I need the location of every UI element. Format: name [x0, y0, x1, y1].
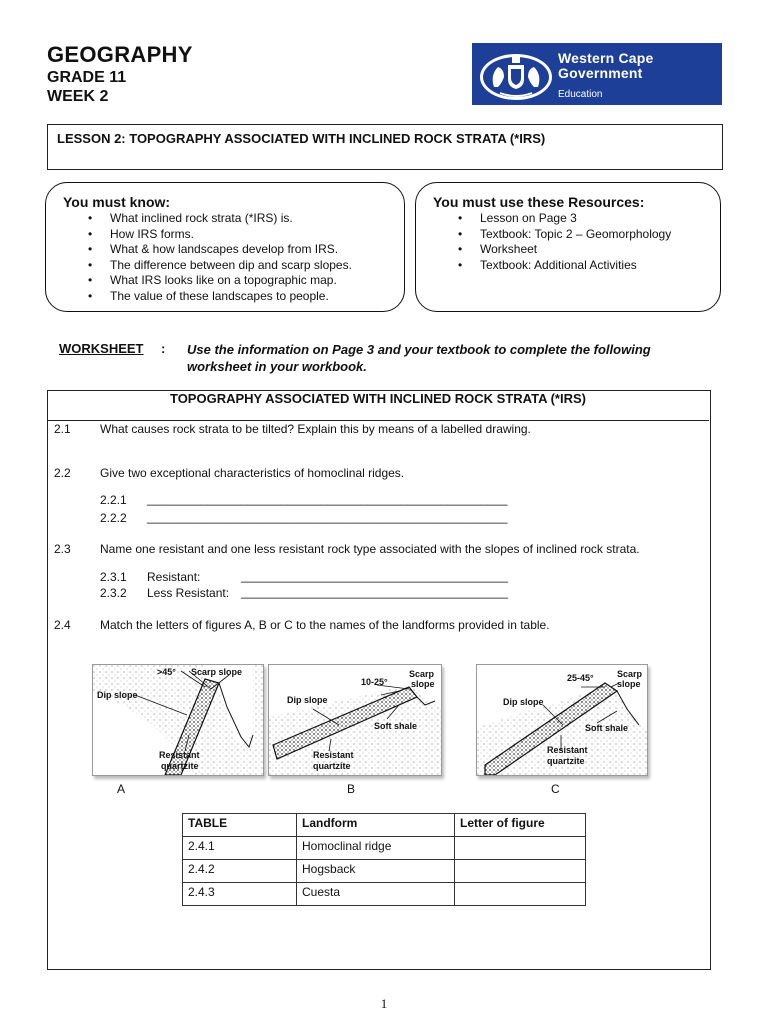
week-label: WEEK 2	[47, 88, 109, 105]
resource-item: • Textbook: Additional Activities	[416, 258, 671, 274]
question-number: 2.1	[54, 422, 71, 436]
section-title: TOPOGRAPHY ASSOCIATED WITH INCLINED ROCK STRATA (*IRS)	[169, 391, 586, 406]
table-row	[183, 837, 586, 860]
figure-a-dip-label: Dip slope	[97, 690, 138, 700]
table-cell: Hogsback	[297, 860, 455, 883]
logo-line-3: Education	[558, 89, 603, 100]
worksheet-instruction: Use the information on Page 3 and your textbook to complete the following worksheet in your workbook.	[187, 342, 651, 374]
figure-b	[268, 664, 442, 776]
figure-c-slope-label: slope	[617, 679, 641, 689]
resources-list	[416, 211, 671, 273]
figure-letter-a: A	[117, 782, 126, 796]
section-header	[47, 390, 709, 421]
figure-a	[92, 664, 264, 776]
figure-c-quartzite-label: quartzite	[547, 756, 585, 766]
figure-b-dip-label: Dip slope	[287, 695, 328, 705]
know-item: • How IRS forms.	[46, 227, 352, 243]
subquestion-number: 2.3.2	[100, 586, 127, 600]
question-number: 2.3	[54, 542, 71, 556]
answer-cell[interactable]	[455, 883, 586, 906]
figure-a-angle: >45°	[157, 667, 176, 677]
coat-of-arms-icon	[478, 47, 554, 101]
question-text: Match the letters of figures A, B or C to the names of the landforms provided in table.	[100, 618, 550, 632]
table-cell: Homoclinal ridge	[297, 837, 455, 860]
answer-line[interactable]: ______________________________________________________	[147, 492, 508, 506]
figure-a-resistant-label: Resistant	[159, 750, 200, 760]
table-row	[183, 860, 586, 883]
know-box	[45, 182, 405, 312]
know-item: • What IRS looks like on a topographic map.	[46, 273, 352, 289]
logo-line-1: Western Cape	[558, 50, 654, 66]
subquestion-number: 2.3.1	[100, 570, 127, 584]
answer-line[interactable]: ________________________________________	[241, 569, 508, 583]
figure-c	[476, 664, 648, 776]
figure-b-scarp-label: Scarp	[409, 669, 435, 679]
resource-item: • Textbook: Topic 2 – Geomorphology	[416, 227, 671, 243]
figure-c-angle: 25-45°	[567, 673, 594, 683]
figure-c-dip-label: Dip slope	[503, 697, 544, 707]
know-item: • What inclined rock strata (*IRS) is.	[46, 211, 352, 227]
figure-a-quartzite-label: quartzite	[161, 761, 199, 771]
lesson-title-box	[47, 124, 723, 170]
worksheet-colon: :	[161, 341, 166, 356]
figure-c-shale-label: Soft shale	[585, 723, 629, 733]
figure-b-diagram	[269, 665, 441, 775]
figure-letter-b: B	[347, 782, 356, 796]
lesson-title: LESSON 2: TOPOGRAPHY ASSOCIATED WITH INCLINED ROCK STRATA (*IRS)	[57, 131, 546, 146]
table-row	[183, 883, 586, 906]
question-number: 2.2	[54, 466, 71, 480]
subquestion-number: 2.2.1	[100, 493, 127, 507]
resource-item: • Worksheet	[416, 242, 671, 258]
subquestion-number: 2.2.2	[100, 511, 127, 525]
logo-line-2: Government	[558, 65, 643, 81]
table-header: Letter of figure	[455, 814, 586, 837]
wcg-logo	[472, 43, 722, 105]
table-header: TABLE	[183, 814, 297, 837]
know-title: You must know:	[63, 194, 171, 210]
table-header: Landform	[297, 814, 455, 837]
question-text: Give two exceptional characteristics of homoclinal ridges.	[100, 466, 405, 480]
table-cell: 2.4.3	[183, 883, 297, 906]
table-cell: 2.4.2	[183, 860, 297, 883]
know-item: • What & how landscapes develop from IRS.	[46, 242, 352, 258]
question-text: What causes rock strata to be tilted? Explain this by means of a labelled drawing.	[100, 422, 531, 436]
subquestion-label: Less Resistant:	[147, 586, 230, 600]
figure-b-quartzite-label: quartzite	[313, 761, 351, 771]
subquestion-label: Resistant:	[147, 570, 201, 584]
figure-a-scarp-label: Scarp slope	[191, 667, 243, 677]
worksheet-label: WORKSHEET	[59, 341, 144, 356]
figure-letter-c: C	[551, 782, 560, 796]
figure-b-shale-label: Soft shale	[374, 721, 418, 731]
resource-item: • Lesson on Page 3	[416, 211, 671, 227]
figure-b-slope-label: slope	[411, 679, 435, 689]
figure-a-diagram	[93, 665, 263, 775]
table-header-row	[183, 814, 586, 837]
landform-table	[182, 813, 586, 906]
figure-b-angle: 10-25°	[361, 677, 388, 687]
know-item: • The value of these landscapes to people.	[46, 289, 352, 305]
grade-label: GRADE 11	[47, 69, 127, 86]
answer-line[interactable]: ______________________________________________________	[147, 510, 508, 524]
page-number: 1	[380, 996, 388, 1011]
answer-cell[interactable]	[455, 860, 586, 883]
subject-title: GEOGRAPHY	[47, 42, 193, 67]
question-text: Name one resistant and one less resistant rock type associated with the slopes of inclined rock strata.	[100, 542, 640, 556]
question-number: 2.4	[54, 618, 71, 632]
figure-c-resistant-label: Resistant	[547, 745, 588, 755]
answer-line[interactable]: ________________________________________	[241, 585, 508, 599]
figure-b-resistant-label: Resistant	[313, 750, 354, 760]
know-item: • The difference between dip and scarp slopes.	[46, 258, 352, 274]
resources-box	[415, 182, 721, 312]
table-cell: 2.4.1	[183, 837, 297, 860]
figure-c-diagram	[477, 665, 647, 775]
know-list	[46, 211, 352, 304]
figure-c-scarp-label: Scarp	[617, 669, 643, 679]
table-cell: Cuesta	[297, 883, 455, 906]
resources-title: You must use these Resources:	[433, 194, 645, 210]
answer-cell[interactable]	[455, 837, 586, 860]
